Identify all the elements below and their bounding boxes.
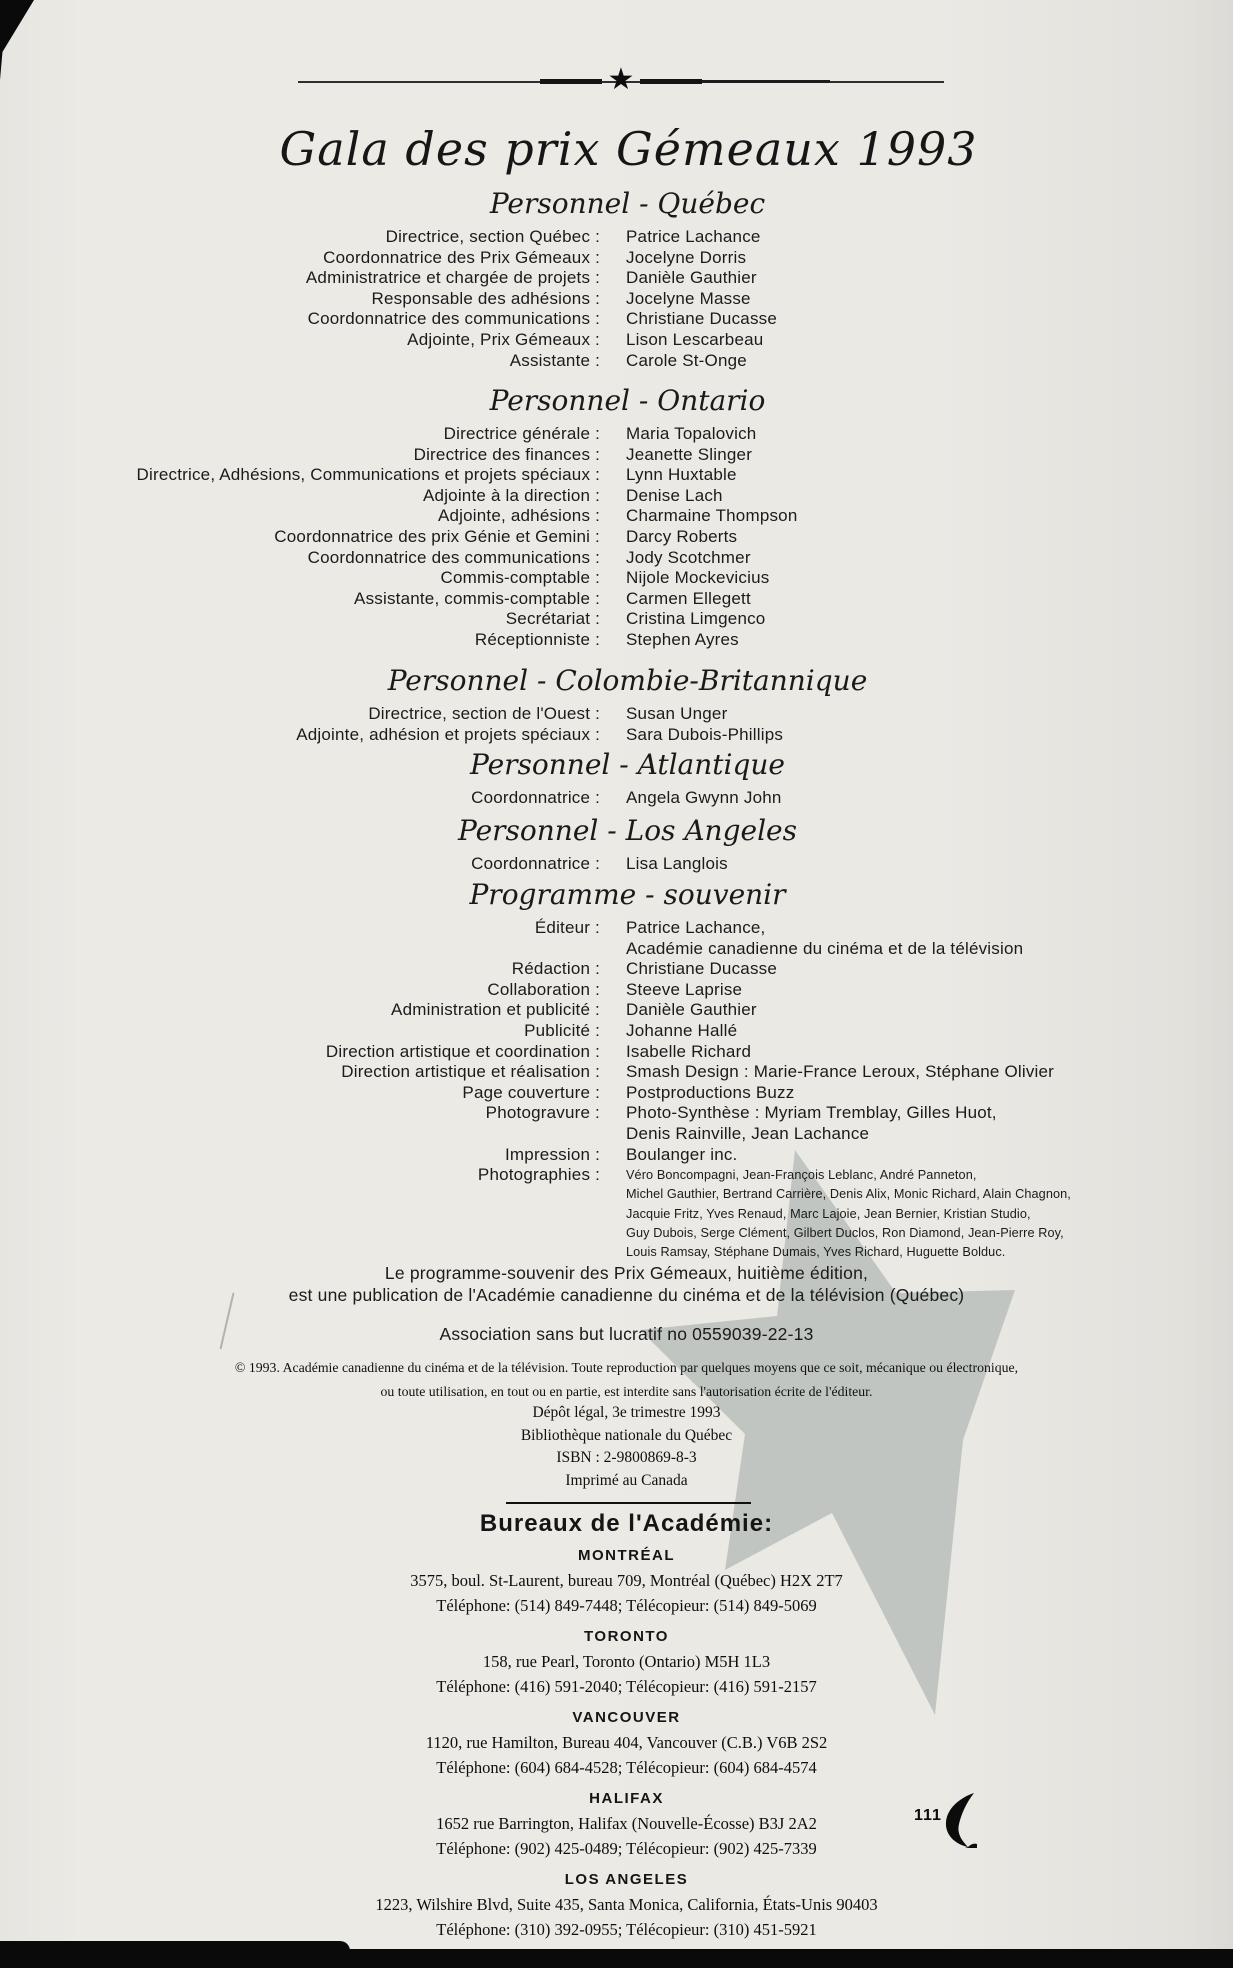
credit-name-line: Jeanette Slinger: [626, 444, 753, 464]
credit-name-value: [600, 959, 777, 980]
credit-role-label: Coordonnatrice :: [471, 788, 600, 807]
credit-name-line: Christiane Ducasse: [626, 309, 777, 329]
credit-role-label: Coordonnatrice des prix Génie et Gemini :: [274, 526, 600, 546]
credit-row: [0, 589, 1233, 610]
office-phone: Téléphone: (416) 591-2040; Télécopieur: (416) 591-2157: [436, 1676, 817, 1696]
credit-name-value: [600, 1042, 751, 1063]
office-address: 1223, Wilshire Blvd, Suite 435, Santa Monica, California, États-Unis 90403: [375, 1895, 878, 1914]
office-city: MONTRÉAL: [578, 1547, 675, 1564]
credit-row: [0, 227, 1233, 248]
credit-name-line: Danièle Gauthier: [626, 1000, 757, 1020]
credit-name-line: Lynn Huxtable: [626, 465, 737, 485]
credit-row: [0, 1062, 1233, 1083]
credit-name-line: Cristina Limgenco: [626, 609, 766, 629]
credit-name-line: Angela Gwynn John: [626, 788, 782, 807]
credit-name-line: Postproductions Buzz: [626, 1082, 795, 1102]
section-rows: [0, 788, 1233, 809]
personnel-section: [0, 748, 1233, 809]
credit-role-label: Assistante :: [509, 350, 600, 370]
credit-name-line: Jocelyne Dorris: [626, 247, 747, 267]
credit-row: [0, 309, 1233, 330]
isbn-line: ISBN : 2-9800869-8-3: [556, 1449, 697, 1466]
credit-name-line: Michel Gauthier, Bertrand Carrière, Denis Alix, Monic Richard, Alain Chagnon,: [626, 1187, 1071, 1202]
credit-name-value: [600, 465, 737, 486]
office-phone: Téléphone: (902) 425-0489; Télécopieur: (902) 425-7339: [436, 1838, 817, 1858]
credit-row: [0, 725, 1233, 746]
section-heading: Personnel - Colombie-Britannique: [387, 664, 868, 697]
credit-name-line: Maria Topalovich: [626, 424, 757, 443]
academy-logo-icon: [941, 1792, 977, 1848]
credit-name-line: Stephen Ayres: [626, 629, 739, 649]
credit-row: [0, 854, 1233, 875]
credit-name-line: Véro Boncompagni, Jean-François Leblanc, André Panneton,: [626, 1168, 977, 1183]
header-rule-thick-right2: [702, 80, 830, 83]
credit-name-value: [600, 330, 763, 351]
credit-name-value: [600, 506, 797, 527]
credit-role-label: Coordonnatrice des communications :: [307, 309, 600, 329]
credit-name-value: [600, 548, 751, 569]
credit-row: [0, 630, 1233, 651]
credit-name-value: [600, 568, 769, 589]
credit-name-value: [600, 527, 737, 548]
section-heading: Personnel - Ontario: [489, 384, 766, 417]
section-heading: Personnel - Québec: [489, 187, 766, 220]
credit-row: [0, 704, 1233, 725]
credit-name-value: [600, 589, 751, 610]
credit-name-value: [600, 248, 746, 269]
personnel-section: [0, 814, 1233, 875]
section-heading: Programme - souvenir: [469, 878, 786, 911]
credit-role-label: Secrétariat :: [505, 609, 600, 629]
page-number: 111: [914, 1807, 942, 1824]
credit-row: [0, 548, 1233, 569]
credit-row: [0, 959, 1233, 980]
national-library-line: Bibliothèque nationale du Québec: [520, 1426, 733, 1444]
credit-role-label: Assistante, commis-comptable :: [354, 588, 600, 608]
credit-name-line: Steeve Laprise: [626, 979, 743, 999]
office-city: VANCOUVER: [572, 1709, 681, 1726]
credit-name-line: Photo-Synthèse : Myriam Tremblay, Gilles Huot,: [626, 1103, 997, 1123]
credit-row: [0, 1000, 1233, 1021]
credit-name-value: [600, 486, 723, 507]
credit-name-line: Christiane Ducasse: [626, 959, 777, 979]
publication-note: [0, 1262, 1233, 1306]
credit-row: [0, 1165, 1233, 1262]
credit-name-value: [600, 1062, 1054, 1083]
credit-role-label: Photogravure :: [485, 1103, 600, 1123]
credit-name-line: Charmaine Thompson: [626, 506, 798, 526]
credit-role-label: Directrice, Adhésions, Communications et projets spéciaux :: [136, 465, 600, 485]
credit-row: [0, 609, 1233, 630]
credit-name-value: [600, 918, 1023, 959]
credit-row: [0, 424, 1233, 445]
offices-list: [0, 1543, 1233, 1948]
office-phone: Téléphone: (310) 392-0955; Télécopieur: (310) 451-5921: [436, 1919, 817, 1939]
credit-name-value: [600, 268, 757, 289]
credit-role-label: Réceptionniste :: [474, 629, 600, 649]
office-city: HALIFAX: [589, 1790, 664, 1807]
credit-name-value: [600, 309, 777, 330]
credit-name-line: Darcy Roberts: [626, 526, 738, 546]
credit-name-value: [600, 1083, 794, 1104]
credit-name-line: Guy Dubois, Serge Clément, Gilbert Duclos, Ron Diamond, Jean-Pierre Roy,: [626, 1226, 1064, 1241]
publication-line-1: Le programme-souvenir des Prix Gémeaux, huitième édition,: [384, 1263, 869, 1283]
credit-row: [0, 1042, 1233, 1063]
personnel-section: [0, 384, 1233, 651]
credit-name-value: [600, 630, 739, 651]
credit-name-value: [600, 704, 727, 725]
credit-role-label: Coordonnatrice des communications :: [307, 547, 600, 567]
credit-row: [0, 465, 1233, 486]
credit-role-label: Photographies :: [477, 1165, 600, 1185]
credit-role-label: Direction artistique et réalisation :: [341, 1062, 600, 1082]
credit-row: [0, 268, 1233, 289]
credit-name-line: Jocelyne Masse: [626, 288, 751, 308]
office-block: [20, 1543, 1233, 1618]
credit-role-label: Adjointe, Prix Gémeaux :: [407, 329, 600, 349]
office-address: 1120, rue Hamilton, Bureau 404, Vancouver (C.B.) V6B 2S2: [425, 1733, 828, 1752]
credit-role-label: Adjointe à la direction :: [423, 485, 600, 505]
credit-row: [0, 527, 1233, 548]
credit-name-value: [600, 1021, 737, 1042]
credit-name-value: [600, 788, 782, 809]
personnel-section: [0, 664, 1233, 745]
copyright-line-1: © 1993. Académie canadienne du cinéma et de la télévision. Toute reproduction par quelques moyens que ce soit, mécanique ou électronique,: [234, 1360, 1019, 1375]
credit-name-line: Lison Lescarbeau: [626, 329, 764, 349]
section-heading: Personnel - Atlantique: [469, 748, 785, 781]
credit-row: [0, 1145, 1233, 1166]
credit-row: [0, 1021, 1233, 1042]
office-city: TORONTO: [584, 1628, 669, 1645]
credit-row: [0, 918, 1233, 959]
credit-role-label: Adjointe, adhésions :: [437, 506, 600, 526]
credit-role-label: Directrice, section de l'Ouest :: [368, 704, 600, 723]
credit-name-value: [600, 445, 752, 466]
credit-name-value: [600, 1000, 757, 1021]
credit-row: [0, 248, 1233, 269]
section-rows: [0, 704, 1233, 745]
credit-role-label: Commis-comptable :: [440, 568, 600, 588]
credit-name-line: Patrice Lachance: [626, 227, 761, 246]
section-rows: [0, 854, 1233, 875]
credit-name-line: Carmen Ellegett: [626, 588, 751, 608]
credit-name-line: Denise Lach: [626, 485, 723, 505]
header-rule-thick-left: [540, 79, 602, 84]
credit-role-label: Impression :: [505, 1144, 600, 1164]
copyright-line-2: ou toute utilisation, en tout ou en partie, est interdite sans l'autorisation écrite de l'éditeur.: [380, 1384, 873, 1399]
section-heading: Personnel - Los Angeles: [458, 814, 797, 847]
credit-role-label: Responsable des adhésions :: [371, 288, 600, 308]
credit-row: [0, 1083, 1233, 1104]
credit-role-label: Directrice, section Québec :: [385, 227, 600, 246]
section-rows: [0, 918, 1233, 1263]
legal-deposit-block: [0, 1402, 1233, 1492]
credit-role-label: Coordonnatrice :: [471, 854, 600, 873]
publication-line-2: est une publication de l'Académie canadienne du cinéma et de la télévision (Québec): [288, 1285, 965, 1305]
credit-row: [0, 788, 1233, 809]
credit-name-value: [600, 424, 756, 445]
personnel-section: [0, 878, 1233, 1263]
credit-role-label: Directrice des finances :: [413, 444, 600, 464]
credit-name-line: Isabelle Richard: [626, 1041, 752, 1061]
credit-row: [0, 330, 1233, 351]
credit-name-value: [600, 854, 728, 875]
credit-name-value: [600, 1103, 997, 1144]
credit-role-label: Éditeur :: [534, 918, 600, 937]
credit-name-line: Académie canadienne du cinéma et de la télévision: [626, 938, 1024, 958]
credit-row: [0, 486, 1233, 507]
credit-role-label: Administration et publicité :: [391, 1000, 600, 1020]
offices-heading: Bureaux de l'Académie:: [479, 1510, 774, 1537]
credit-name-line: Sara Dubois-Phillips: [626, 724, 784, 744]
credit-name-value: [600, 609, 765, 630]
office-address: 158, rue Pearl, Toronto (Ontario) M5H 1L3: [482, 1652, 771, 1671]
credit-row: [0, 445, 1233, 466]
credit-name-value: [600, 351, 747, 372]
credit-role-label: Administratrice et chargée de projets :: [305, 268, 600, 288]
credit-name-value: [600, 1165, 1071, 1262]
credit-name-line: Smash Design : Marie-France Leroux, Stéphane Olivier: [626, 1062, 1055, 1082]
section-rows: [0, 227, 1233, 371]
credit-name-value: [600, 980, 742, 1001]
legal-deposit-line: Dépôt légal, 3e trimestre 1993: [532, 1404, 721, 1421]
credit-name-value: [600, 725, 783, 746]
credit-name-line: Johanne Hallé: [626, 1020, 738, 1040]
credit-name-line: Nijole Mockevicius: [626, 568, 770, 588]
office-block: [20, 1624, 1233, 1699]
office-block: [20, 1705, 1233, 1780]
credit-role-label: Publicité :: [524, 1020, 600, 1040]
office-address: 3575, boul. St-Laurent, bureau 709, Montréal (Québec) H2X 2T7: [410, 1571, 843, 1590]
credit-role-label: Collaboration :: [487, 979, 600, 999]
office-city: LOS ANGELES: [564, 1871, 689, 1888]
office-block: [20, 1786, 1233, 1861]
section-rows: [0, 424, 1233, 651]
copyright-notice: [0, 1356, 1233, 1404]
credit-name-value: [600, 289, 751, 310]
credit-row: [0, 568, 1233, 589]
credit-name-line: Denis Rainville, Jean Lachance: [626, 1123, 870, 1143]
credit-role-label: Directrice générale :: [443, 424, 600, 443]
credit-name-line: Jacquie Fritz, Yves Renaud, Marc Lajoie, Jean Bernier, Kristian Studio,: [626, 1206, 1031, 1221]
credit-role-label: Direction artistique et coordination :: [325, 1041, 600, 1061]
offices-rule: [506, 1502, 751, 1504]
credit-role-label: Adjointe, adhésion et projets spéciaux :: [296, 724, 600, 744]
credit-row: [0, 289, 1233, 310]
office-phone: Téléphone: (514) 849-7448; Télécopieur: (514) 849-5069: [436, 1595, 817, 1615]
association-number: Association sans but lucratif no 0559039-22-13: [439, 1324, 814, 1344]
credit-row: [0, 980, 1233, 1001]
printed-in-canada-line: Imprimé au Canada: [565, 1471, 688, 1489]
credit-name-line: Carole St-Onge: [626, 350, 747, 370]
credit-name-line: Louis Ramsay, Stéphane Dumais, Yves Richard, Huguette Bolduc.: [626, 1245, 1006, 1260]
credit-name-value: [600, 1145, 737, 1166]
credit-role-label: Coordonnatrice des Prix Gémeaux :: [323, 247, 600, 267]
personnel-section: [0, 187, 1233, 371]
credit-role-label: Rédaction :: [511, 959, 600, 979]
office-phone: Téléphone: (604) 684-4528; Télécopieur: (604) 684-4574: [436, 1757, 817, 1777]
office-block: [20, 1867, 1233, 1942]
office-address: 1652 rue Barrington, Halifax (Nouvelle-Écosse) B3J 2A2: [436, 1814, 817, 1833]
page-title: Gala des prix Gémeaux 1993: [279, 122, 978, 176]
header-star-icon: ★: [607, 63, 635, 96]
credit-name-value: [600, 227, 761, 248]
credit-name-line: Danièle Gauthier: [626, 268, 757, 288]
header-rule-thick-right: [640, 79, 702, 84]
credit-row: [0, 506, 1233, 527]
credit-name-line: Patrice Lachance,: [626, 918, 766, 937]
credit-name-line: Boulanger inc.: [626, 1144, 738, 1164]
credit-row: [0, 1103, 1233, 1144]
credit-name-line: Lisa Langlois: [626, 854, 728, 873]
credit-role-label: Page couverture :: [462, 1082, 600, 1102]
credit-name-line: Susan Unger: [626, 704, 728, 723]
credit-row: [0, 351, 1233, 372]
credit-name-line: Jody Scotchmer: [626, 547, 751, 567]
